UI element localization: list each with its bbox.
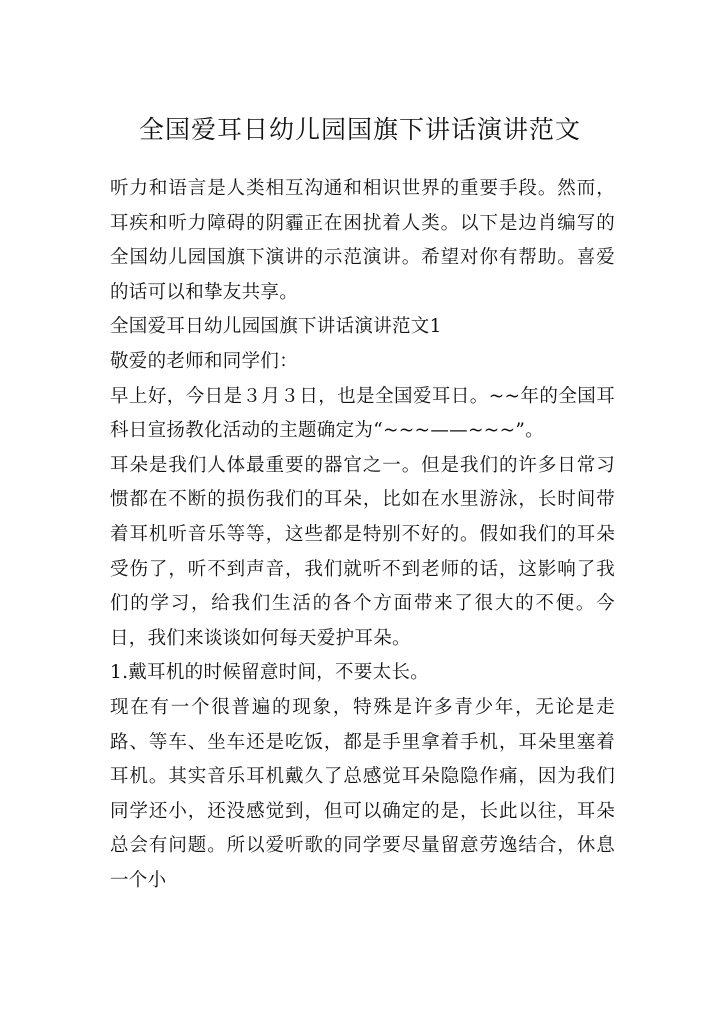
paragraph-salutation: 敬爱的老师和同学们： bbox=[110, 350, 299, 372]
paragraph-tip-1: 1.戴耳机的时候留意时间，不要太长。 bbox=[110, 662, 430, 684]
document-body bbox=[110, 172, 615, 898]
paragraph-greeting: 早上好，今日是３月３日，也是全国爱耳日。~~年的全国耳科日宣扬教化活动的主题确定为“~~~——~~~”。 bbox=[110, 385, 615, 442]
document-title: 全国爱耳日幼儿园国旗下讲话演讲范文 bbox=[138, 115, 581, 144]
paragraph-ear-importance: 耳朵是我们人体最重要的器官之一。但是我们的许多日常习惯都在不断的损伤我们的耳朵，比如在水里游泳，长时间带着耳机听音乐等等，这些都是特别不好的。假如我们的耳朵受伤了，听不到声音，我们就听不到老师的话，这影响了我们的学习，给我们生活的各个方面带来了很大的不便。今日，我们来谈谈如何每天爱护耳朵。 bbox=[110, 454, 615, 649]
paragraph-subtitle: 全国爱耳日幼儿园国旗下讲话演讲范文1 bbox=[110, 316, 442, 338]
paragraph-intro: 听力和语言是人类相互沟通和相识世界的重要手段。然而，耳疾和听力障碍的阴霾正在困扰着人类。以下是边肖编写的全国幼儿园国旗下演讲的示范演讲。希望对你有帮助。喜爱的话可以和挚友共享。 bbox=[110, 178, 615, 303]
paragraph-earphone-habit: 现在有一个很普遍的现象，特殊是许多青少年，无论是走路、等车、坐车还是吃饭，都是手里拿着手机，耳朵里塞着耳机。其实音乐耳机戴久了总感觉耳朵隐隐作痛，因为我们同学还小，还没感觉到，但可以确定的是，长此以往，耳朵总会有问题。所以爱听歌的同学要尽量留意劳逸结合，休息一个小 bbox=[110, 696, 615, 891]
